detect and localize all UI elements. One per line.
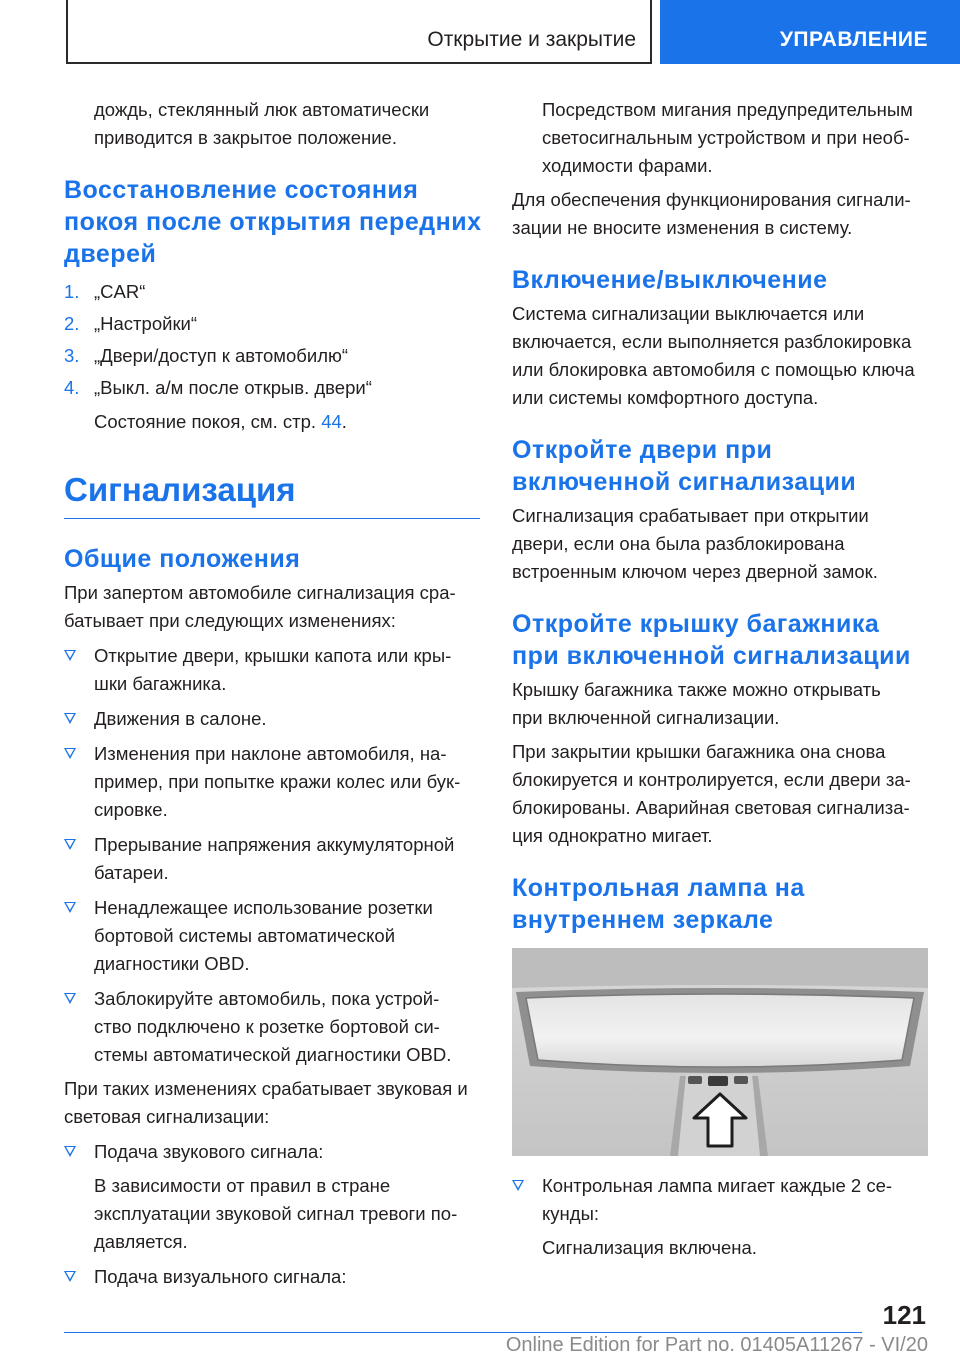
intro-line: дождь, стеклянный люк автоматически (94, 99, 430, 120)
restore-steps (64, 278, 484, 436)
trunk-heading: Откройте крышку багажника при включенной сигнализации (512, 610, 911, 670)
alarm-triggers (64, 642, 484, 1069)
doors-text: Сигнализация срабатывает при открытии двери, если она была разблокирована встроенным ключом через дверной замок. (512, 505, 878, 582)
alarm-heading: Сигнализация (64, 471, 296, 508)
signal-text: При таких изменениях срабатывает звуковая и световая сигнализации: (64, 1078, 468, 1127)
section-title: Открытие и закрытие (427, 28, 636, 51)
general-heading: Общие положения (64, 545, 301, 573)
heading-rule (64, 518, 480, 519)
intro-text (64, 96, 484, 152)
onoff-text: Система сигнализации выключается или включается, если выполняется разблокировка или блокировка автомобиля с помощью ключа или системы комфортного доступа. (512, 303, 915, 408)
sound-note: В зависимости от правил в стране эксплуатации звуковой сигнал тревоги по- давляется. (94, 1175, 458, 1252)
header-bottom-rule (66, 62, 652, 64)
triangle-bullet-icon (64, 650, 76, 661)
mirror-illustration (512, 948, 928, 1156)
triangle-bullet-icon (64, 748, 76, 759)
system-text: Для обеспечения функционирования сигнали- зации не вносите изменения в систему. (512, 189, 911, 238)
list-item: Ненадлежащее использование розетки бортовой системы автоматической диагностики OBD. (64, 894, 484, 978)
list-item: Контрольная лампа мигает каждые 2 се- кунды: (512, 1172, 930, 1228)
intro-line: приводится в закрытое положение. (94, 127, 397, 148)
general-text: При запертом автомобиле сигнализация сра- батывает при следующих изменениях: (64, 582, 456, 631)
right-column (512, 96, 930, 1262)
edition-note: Online Edition for Part no. 01405A11267 - VI/20 (505, 1334, 928, 1356)
list-item: 1. „CAR“ (64, 281, 146, 302)
rest-note: Состояние покоя, см. стр. 44. (94, 411, 347, 432)
trunk-text-2: При закрытии крышки багажника она снова блокируется и контролируется, если двери за- блокированы. Аварийная световая сигнализа- ция однократно мигает. (512, 741, 911, 846)
visual-note: Посредством мигания предупредительным светосигнальным устройством и при необ- ходимости фарами. (542, 99, 913, 176)
page-number: 121 (882, 1300, 926, 1330)
triangle-bullet-icon (512, 1180, 524, 1191)
list-item: Подача звукового сигнала: (64, 1138, 484, 1166)
triangle-bullet-icon (64, 839, 76, 850)
chapter-tab[interactable] (660, 0, 960, 64)
triangle-bullet-icon (64, 993, 76, 1004)
list-item: Подача визуального сигнала: (64, 1263, 484, 1291)
triangle-bullet-icon (64, 1271, 76, 1282)
list-item: Заблокируйте автомобиль, пока устрой- ство подключено к розетке бортовой си- стемы автоматической диагностики OBD. (64, 985, 484, 1069)
triangle-bullet-icon (64, 902, 76, 913)
trunk-text: Крышку багажника также можно открывать при включенной сигнализации. (512, 679, 881, 728)
lamp-note: Сигнализация включена. (542, 1237, 757, 1258)
chapter-tab-label: УПРАВЛЕНИЕ (779, 28, 928, 51)
list-item: Движения в салоне. (64, 705, 484, 733)
list-item: Открытие двери, крышки капота или кры- шки багажника. (64, 642, 484, 698)
list-item: 3. „Двери/доступ к автомобилю“ (64, 345, 349, 366)
onoff-heading: Включение/выключение (512, 266, 828, 294)
restore-heading: Восстановление состояния покоя после открытия передних дверей (64, 176, 482, 268)
footer-rule (64, 1332, 862, 1333)
lamp-heading: Контрольная лампа на внутреннем зеркале (512, 874, 805, 934)
doors-heading: Откройте двери при включенной сигнализации (512, 436, 857, 496)
list-item: 2. „Настройки“ (64, 313, 198, 334)
list-item: Прерывание напряжения аккумуляторной батареи. (64, 831, 484, 887)
left-column (64, 96, 484, 1291)
triangle-bullet-icon (64, 713, 76, 724)
header-right-rule (650, 0, 652, 64)
list-item: Изменения при наклоне автомобиля, на- пример, при попытке кражи колес или бук- сировке. (64, 740, 484, 824)
list-item: 4. „Выкл. а/м после открыв. двери“ (64, 377, 372, 398)
page-link[interactable]: 44 (321, 411, 342, 432)
rear-view-mirror-image (512, 948, 928, 1156)
triangle-bullet-icon (64, 1146, 76, 1157)
